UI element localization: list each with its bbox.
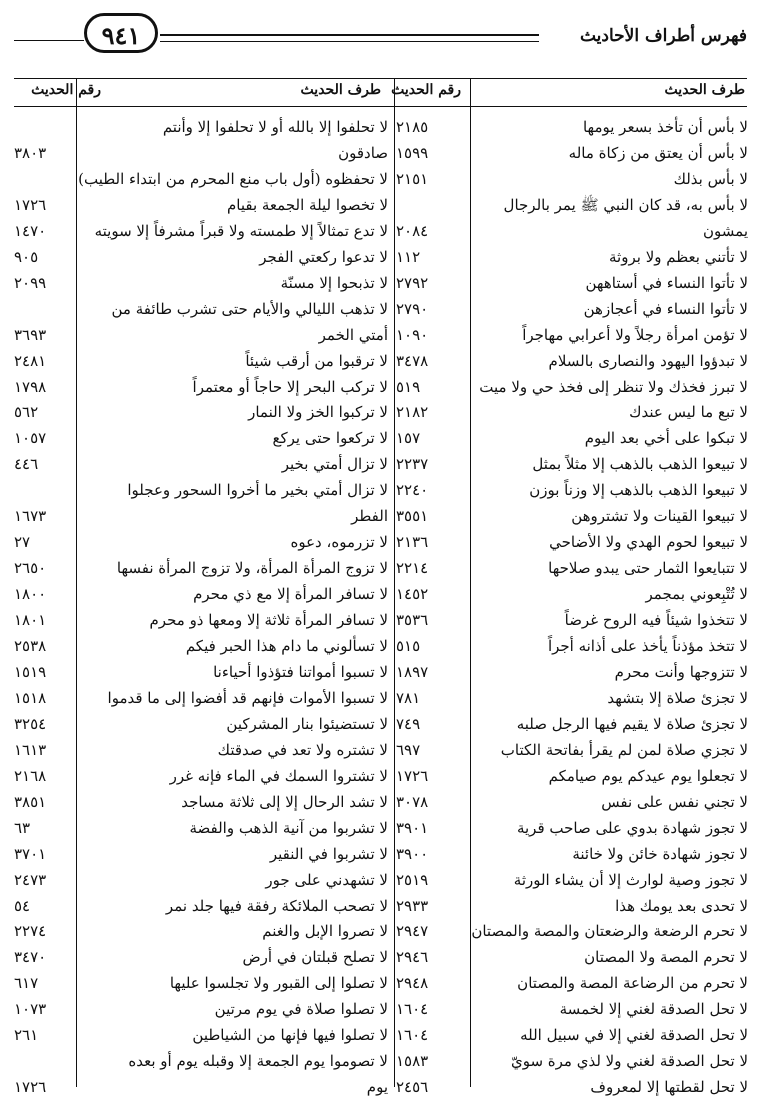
index-entry: [396, 529, 748, 555]
hadith-text: لا تأتني بعظم ولا بروثة: [609, 247, 748, 266]
hadith-text: لا تحلفوا إلا بالله أو لا تحلفوا إلا وأنتم: [162, 118, 388, 136]
hadith-text: لا تشهدني على جور: [265, 870, 388, 889]
hadith-number: ١٧٢٦: [396, 766, 429, 785]
index-entry: [396, 893, 748, 919]
hadith-text: لا تحل لقطتها إلا لمعروف: [590, 1078, 748, 1097]
hadith-number: ٢٢١٤: [396, 559, 429, 578]
index-entry: [396, 944, 748, 970]
hadith-number: ٢٤٨١: [14, 351, 47, 370]
hadith-text: الفطر: [351, 507, 388, 526]
hadith-text: لا تجزي صلاة لمن لم يقرأ بفاتحة الكتاب: [500, 740, 748, 759]
hadith-number: ٣٦٩٣: [14, 325, 47, 344]
index-entry: [396, 633, 748, 659]
hadith-text: لا تشربوا من آنية الذهب والفضة: [189, 818, 388, 837]
hadith-number: ١٧٢٦: [14, 195, 47, 214]
hadith-number: ١٥٧: [396, 429, 421, 448]
hadith-number: ٩٠٥: [14, 247, 39, 266]
hadith-text: لا تشتروا السمك في الماء فإنه غرر: [169, 766, 388, 785]
hadith-text: لا تشربوا في النقير: [269, 844, 388, 863]
hadith-number: ٢٠٨٤: [396, 221, 429, 240]
hadith-text: لا تزال أمتي بخير ما أخروا السحور وعجلوا: [127, 481, 388, 500]
hadith-text: لا تجني نفس على نفس: [601, 792, 748, 811]
index-entry: [14, 1022, 394, 1048]
hadith-text: لا تركبوا الخز ولا النمار: [248, 403, 388, 422]
hadith-number: ٥٦٢: [14, 403, 39, 422]
hadith-text: لا بأس بذلك: [673, 169, 748, 188]
hadith-number: ٢١٨٥: [396, 118, 429, 136]
index-entry: [14, 192, 394, 218]
left-hadith-column-header: طرف الحديث: [300, 82, 381, 98]
header-rule: [14, 40, 84, 41]
hadith-text: لا تذبحوا إلا مسنّة: [280, 273, 388, 292]
hadith-number: ٦٣: [14, 818, 31, 837]
hadith-text: لا تدعوا ركعتي الفجر: [259, 247, 388, 266]
hadith-number: ٢٩٤٦: [396, 948, 429, 967]
hadith-text: لا تبيعوا القينات ولا تشتروهن: [571, 507, 748, 526]
hadith-number: ٤٤٦: [14, 455, 39, 474]
hadith-number: ١٨٩٧: [396, 662, 429, 681]
hadith-text: لا تشد الرحال إلا إلى ثلاثة مساجد: [181, 792, 388, 811]
hadith-number: ٢٢٤٠: [396, 481, 429, 500]
hadith-text: لا تركعوا حتى يركع: [272, 429, 388, 448]
index-entry: [14, 399, 394, 425]
hadith-text: لا تحرم الرضعة والرضعتان والمصة والمصتان: [471, 922, 748, 941]
hadith-number: ٣٧٠١: [14, 844, 47, 863]
hadith-text: لا تجعلوا يوم عيدكم يوم صيامكم: [548, 766, 748, 785]
hadith-number: ١٨٠٠: [14, 585, 47, 604]
index-entry: [14, 270, 394, 296]
hadith-text: لا تصوموا يوم الجمعة إلا وقبله يوم أو بعده: [128, 1052, 388, 1071]
hadith-text: أمتي الخمر: [318, 325, 388, 344]
hadith-text: لا تزال أمتي بخير: [281, 455, 388, 474]
hadith-text: لا تحرم المصة ولا المصتان: [584, 948, 748, 967]
index-entry: [396, 296, 748, 322]
hadith-number: ٢٤٥٦: [396, 1078, 429, 1097]
index-entry: [396, 711, 748, 737]
index-entry: [396, 503, 748, 529]
hadith-text: لا تحدى بعد يومك هذا: [615, 896, 748, 915]
hadith-text: لا تسافر المرأة ثلاثة إلا ومعها ذو محرم: [149, 611, 388, 630]
index-entry: [396, 555, 748, 581]
hadith-number: ١٧٩٨: [14, 377, 47, 396]
hadith-text: لا تجوز وصية لوارث إلا أن يشاء الورثة: [513, 870, 748, 889]
hadith-number: ٢٥١٩: [396, 870, 429, 889]
hadith-number: ٢٧٩٠: [396, 299, 429, 318]
index-entry: [14, 633, 394, 659]
index-entry: [396, 270, 748, 296]
hadith-text: لا تزوج المرأة المرأة، ولا تزوج المرأة نفسها: [116, 559, 388, 578]
right-hadith-column-header: طرف الحديث: [664, 82, 745, 98]
index-entry: [396, 737, 748, 763]
hadith-number: ١٦٧٣: [14, 507, 47, 526]
hadith-number: ٧٨١: [396, 688, 421, 707]
hadith-number: ٣٠٧٨: [396, 792, 429, 811]
hadith-text: لا تأتوا النساء في أستاههن: [585, 273, 748, 292]
hadith-number: ٢٧: [14, 533, 31, 552]
index-entry: [396, 425, 748, 451]
index-entry: [396, 581, 748, 607]
header-rule: [160, 41, 539, 42]
index-entry: [14, 789, 394, 815]
index-entry: [396, 322, 748, 348]
index-entry: [14, 451, 394, 477]
hadith-text: لا بأس أن يعتق من زكاة ماله: [568, 143, 748, 162]
index-entry: [396, 1022, 748, 1048]
hadith-text: لا تسافر المرأة إلا مع ذي محرم: [193, 585, 388, 604]
index-entry: [396, 685, 748, 711]
hadith-number: ٢٠٩٩: [14, 273, 47, 292]
hadith-text: لا تصلوا إلى القبور ولا تجلسوا عليها: [169, 974, 388, 993]
hadith-number: ٦١٧: [14, 974, 39, 993]
hadith-number: ١٤٧٠: [14, 221, 47, 240]
hadith-text: لا تصلح قبلتان في أرض: [242, 948, 388, 967]
index-entry: [396, 218, 748, 244]
hadith-number: ٣٢٥٤: [14, 714, 47, 733]
hadith-text: لا تركب البحر إلا حاجاً أو معتمراً: [192, 377, 388, 396]
index-entry: [14, 1048, 394, 1074]
hadith-number: ١٦١٣: [14, 740, 47, 759]
index-entry: [14, 996, 394, 1022]
index-entry: [14, 970, 394, 996]
hadith-text: لا تسبوا الأموات فإنهم قد أفضوا إلى ما قدموا: [107, 688, 388, 707]
hadith-number: ١٨٠١: [14, 611, 47, 630]
index-entry: [14, 296, 394, 322]
hadith-text: يمشون: [703, 221, 748, 240]
hadith-number: ٣٨٠٣: [14, 143, 47, 162]
hadith-number: ٧٤٩: [396, 714, 421, 733]
index-entry: [396, 166, 748, 192]
index-entry: [14, 322, 394, 348]
index-entry: [396, 918, 748, 944]
index-entry: [396, 815, 748, 841]
hadith-text: لا تصلوا صلاة في يوم مرتين: [214, 1000, 388, 1019]
hadith-text: لا تبدؤوا اليهود والنصارى بالسلام: [548, 351, 748, 370]
index-entry: [14, 503, 394, 529]
index-entry: [396, 789, 748, 815]
index-entry: [396, 374, 748, 400]
hadith-text: لا تتبايعوا الثمار حتى يبدو صلاحها: [548, 559, 748, 578]
hadith-text: لا تجزئ صلاة لا يقيم فيها الرجل صلبه: [516, 714, 748, 733]
hadith-number: ١٠٧٣: [14, 1000, 47, 1019]
hadith-number: ٢١٦٨: [14, 766, 47, 785]
index-entry: [14, 244, 394, 270]
column-divider: [394, 78, 395, 1087]
index-entry: [14, 529, 394, 555]
hadith-text: لا تحفظوه (أول باب منع المحرم من ابتداء الطيب): [78, 169, 388, 188]
hadith-number: ٢١٣٦: [396, 533, 429, 552]
hadith-text: لا تسبوا أمواتنا فتؤذوا أحياءنا: [213, 662, 388, 681]
hadith-number: ٣٤٧٨: [396, 351, 429, 370]
index-entry: [396, 763, 748, 789]
index-entry: [396, 140, 748, 166]
hadith-text: لا تتزوجها وأنت محرم: [614, 662, 748, 681]
hadith-number: ٥١٥: [396, 637, 421, 655]
hadith-text: لا تحل الصدقة لغني إلا لخمسة: [559, 1000, 748, 1019]
column-header-rule: [14, 106, 747, 107]
hadith-text: لا تُتْبِعوني بمجمر: [645, 585, 748, 604]
hadith-text: لا تذهب الليالي والأيام حتى تشرب طائفة من: [111, 299, 388, 318]
hadith-text: لا تتخذوا شيئاً فيه الروح غرضاً: [564, 611, 748, 630]
hadith-text: لا تدع تمثالاً إلا طمسته ولا قبراً مشرفاً إلا سويته: [94, 221, 388, 240]
hadith-text: لا تبرز فخذك ولا تنظر إلى فخذ حي ولا ميت: [479, 377, 748, 396]
hadith-text: لا تسألوني ما دام هذا الحبر فيكم: [185, 637, 388, 655]
left-number-column-header: رقم الحديث: [31, 82, 101, 98]
hadith-number: ١٠٩٠: [396, 325, 429, 344]
index-entry: [396, 867, 748, 893]
page-header-title: فهرس أطراف الأحاديث: [579, 26, 747, 46]
index-entry: [396, 477, 748, 503]
hadith-text: لا تبيعوا الذهب بالذهب إلا مثلاً بمثل: [532, 455, 748, 474]
hadith-number: ٣٥٣٦: [396, 611, 429, 630]
hadith-text: لا تبكوا على أخي بعد اليوم: [584, 429, 748, 448]
hadith-number: ١٥٩٩: [396, 143, 429, 162]
index-entry: [14, 944, 394, 970]
hadith-text: لا بأس أن تأخذ بسعر يومها: [582, 118, 748, 136]
hadith-number: ٢٧٩٢: [396, 273, 429, 292]
hadith-number: ٢٦٥٠: [14, 559, 47, 578]
index-entry: [14, 607, 394, 633]
hadith-number: ١٥١٨: [14, 688, 47, 707]
index-entry: [14, 841, 394, 867]
hadith-number: ٣٩٠١: [396, 818, 429, 837]
hadith-number: ٢٩٤٨: [396, 974, 429, 993]
hadith-number: ٥٤: [14, 896, 31, 915]
hadith-text: لا تتخذ مؤذناً يأخذ على أذانه أجراً: [547, 637, 748, 655]
hadith-number: ٢٥٣٨: [14, 637, 47, 655]
hadith-number: ١٠٥٧: [14, 429, 47, 448]
index-entry: [396, 399, 748, 425]
hadith-number: ٢٩٤٧: [396, 922, 429, 941]
index-entry: [396, 114, 748, 140]
hadith-text: لا تجزئ صلاة إلا بتشهد: [607, 688, 748, 707]
hadith-text: لا تشتره ولا تعد في صدقتك: [217, 740, 388, 759]
index-entry: [14, 374, 394, 400]
hadith-number: ٢٩٣٣: [396, 896, 429, 915]
hadith-text: لا بأس به، قد كان النبي ﷺ يمر بالرجال: [503, 195, 748, 214]
hadith-number: ٢٦١: [14, 1026, 39, 1045]
hadith-number: ١٥١٩: [14, 662, 47, 681]
page-number: ٩٤١: [84, 13, 158, 53]
hadith-number: ٢١٥١: [396, 169, 429, 188]
hadith-number: ١٦٠٤: [396, 1000, 429, 1019]
hadith-text: لا تزرموه، دعوه: [290, 533, 388, 552]
index-entry: [396, 244, 748, 270]
hadith-text: لا تستضيئوا بنار المشركين: [226, 714, 388, 733]
hadith-text: لا تصلوا فيها فإنها من الشياطين: [192, 1026, 388, 1045]
index-entry: [396, 1048, 748, 1074]
index-entry: [14, 166, 394, 192]
hadith-number: ١١٢: [396, 247, 421, 266]
index-entry: [14, 893, 394, 919]
index-entry: [396, 348, 748, 374]
hadith-number: ٦٩٧: [396, 740, 421, 759]
hadith-number: ١٤٥٢: [396, 585, 429, 604]
hadith-text: لا تحرم من الرضاعة المصة والمصتان: [517, 974, 748, 993]
hadith-text: لا تبيعوا الذهب بالذهب إلا وزناً بوزن: [529, 481, 748, 500]
hadith-number: ١٦٠٤: [396, 1026, 429, 1045]
index-entry: [396, 659, 748, 685]
hadith-text: لا تحل الصدقة لغني ولا لذي مرة سويّ: [510, 1052, 748, 1071]
index-entry: [14, 555, 394, 581]
hadith-number: ٢٤٧٣: [14, 870, 47, 889]
index-entry: [396, 451, 748, 477]
index-entry: [396, 1074, 748, 1100]
hadith-number: ٣٩٠٠: [396, 844, 429, 863]
hadith-text: لا تبيعوا لحوم الهدي ولا الأضاحي: [549, 533, 748, 552]
hadith-text: لا تأتوا النساء في أعجازهن: [583, 299, 748, 318]
index-entry: [396, 841, 748, 867]
index-entry: [14, 218, 394, 244]
index-entry: [396, 607, 748, 633]
hadith-number: ٣٤٧٠: [14, 948, 47, 967]
index-entry: [14, 918, 394, 944]
header-rule: [14, 78, 747, 79]
hadith-text: لا تجوز شهادة بدوي على صاحب قرية: [516, 818, 748, 837]
index-entry: [14, 763, 394, 789]
hadith-text: لا ترقبوا من أرقب شيئاً: [245, 351, 388, 370]
index-entry: [14, 581, 394, 607]
index-entry: [14, 867, 394, 893]
hadith-number: ٢٢٧٤: [14, 922, 47, 941]
index-entry: [14, 348, 394, 374]
index-entry: [14, 1074, 394, 1100]
right-number-column-header: رقم الحديث: [391, 82, 461, 98]
hadith-number: ٣٨٥١: [14, 792, 47, 811]
index-entry: [14, 815, 394, 841]
index-entry: [396, 970, 748, 996]
hadith-number: ٥١٩: [396, 377, 421, 396]
index-entry: [14, 114, 394, 140]
hadith-text: لا تخصوا ليلة الجمعة بقيام: [226, 195, 388, 214]
hadith-number: ٣٥٥١: [396, 507, 429, 526]
hadith-number: ١٧٢٦: [14, 1078, 47, 1097]
hadith-text: لا تحل الصدقة لغني إلا في سبيل الله: [520, 1026, 748, 1045]
index-entry: [396, 996, 748, 1022]
hadith-text: لا تجوز شهادة خائن ولا خائنة: [572, 844, 748, 863]
hadith-text: لا تبع ما ليس عندك: [629, 403, 748, 422]
index-entry: [14, 659, 394, 685]
index-entry: [14, 140, 394, 166]
hadith-number: ٢٢٣٧: [396, 455, 429, 474]
header-rule: [160, 34, 539, 36]
index-entry: [14, 477, 394, 503]
index-entry: [396, 192, 748, 218]
hadith-text: صادقون: [338, 143, 388, 162]
index-entry: [14, 685, 394, 711]
hadith-number: ١٥٨٣: [396, 1052, 429, 1071]
hadith-text: يوم: [366, 1078, 388, 1097]
hadith-number: ٢١٨٢: [396, 403, 429, 422]
index-entry: [14, 425, 394, 451]
hadith-text: لا تصروا الإبل والغنم: [262, 922, 388, 941]
hadith-text: لا تصحب الملائكة رفقة فيها جلد نمر: [165, 896, 388, 915]
index-entry: [14, 737, 394, 763]
hadith-text: لا تؤمن امرأة رجلاً ولا أعرابي مهاجراً: [522, 325, 748, 344]
index-entry: [14, 711, 394, 737]
